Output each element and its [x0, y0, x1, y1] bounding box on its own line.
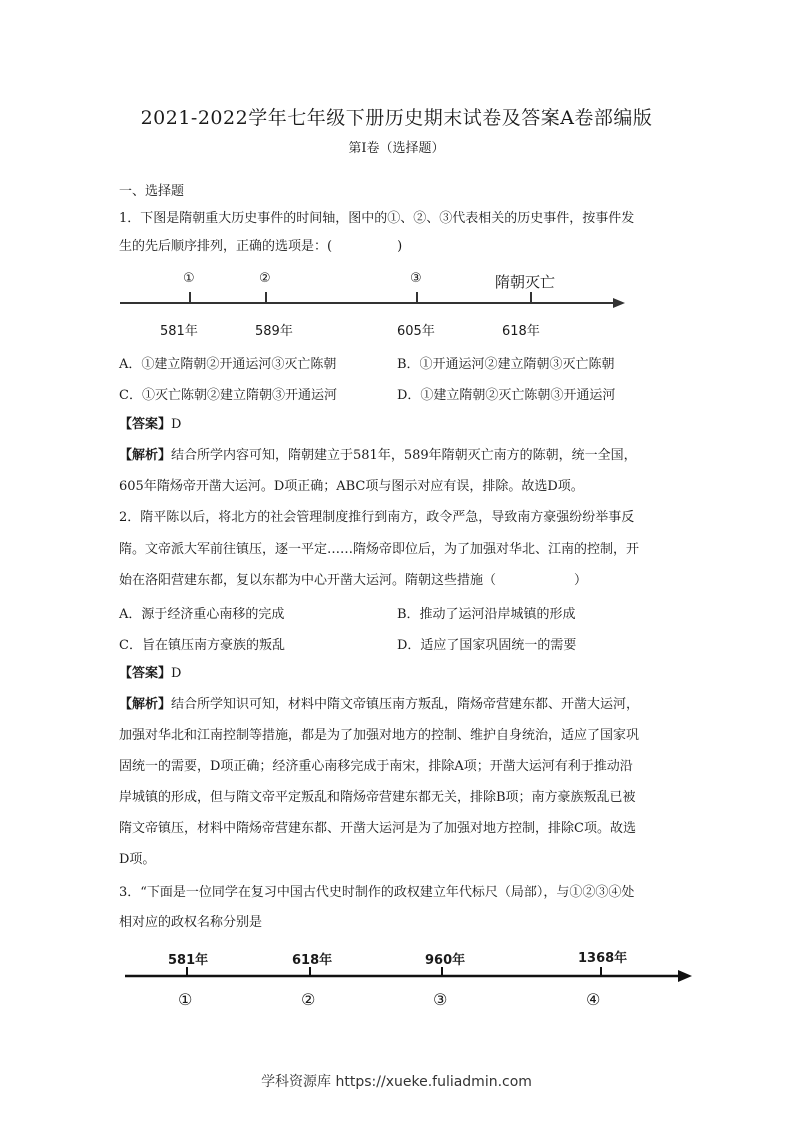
q2-analysis-line-5: 隋文帝镇压，材料中隋炀帝营建东都、开凿大运河是为了加强对地方控制，排除C项。故选	[119, 821, 636, 836]
q2-option-a: A．源于经济重心南移的完成	[119, 607, 285, 622]
q3-marker-1: ①	[178, 990, 193, 1009]
q1-option-b: B．①开通运河②建立隋朝③灭亡陈朝	[397, 357, 615, 372]
q1-analysis-tag: 【解析】	[119, 448, 172, 463]
q2-answer	[119, 665, 181, 683]
q1-answer-value: D	[171, 417, 182, 432]
q3-marker-2: ②	[301, 990, 316, 1009]
q1-year-4: 618年	[502, 324, 540, 339]
q1-marker-2: ②	[259, 271, 271, 286]
footer-watermark: 学科资源库 https://xueke.fuliadmin.com	[261, 1074, 532, 1090]
document-title: 2021-2022学年七年级下册历史期末试卷及答案A卷部编版	[140, 107, 653, 129]
q2-option-d: D．适应了国家巩固统一的需要	[397, 638, 577, 653]
q3-timeline-arrowhead	[678, 970, 692, 982]
q2-analysis-text-1: 结合所学知识可知，材料中隋文帝镇压南方叛乱，隋炀帝营建东都、开凿大运河，	[171, 697, 640, 712]
q3-marker-4: ④	[586, 990, 601, 1009]
q1-answer-tag: 【答案】	[119, 417, 172, 432]
q1-answer	[119, 416, 181, 434]
q3-year-2: 618年	[292, 953, 333, 968]
section-heading: 一、选择题	[119, 184, 185, 199]
q2-option-b: B．推动了运河沿岸城镇的形成	[397, 607, 576, 622]
q3-marker-3: ③	[433, 990, 448, 1009]
q2-stem-line-2: 隋。文帝派大军前往镇压，逐一平定……隋炀帝即位后，为了加强对华北、江南的控制，开	[119, 542, 640, 557]
document-subtitle: 第Ⅰ卷（选择题）	[348, 141, 445, 156]
q2-answer-tag: 【答案】	[119, 666, 172, 681]
q1-year-1: 581年	[160, 324, 198, 339]
q2-analysis-line-4: 岸城镇的形成，但与隋文帝平定叛乱和隋炀帝营建东都无关，排除B项；南方豪族叛乱已被	[119, 790, 636, 805]
q1-analysis-text-1: 结合所学内容可知，隋朝建立于581年，589年隋朝灭亡南方的陈朝，统一全国，	[171, 448, 637, 463]
q1-option-a: A．①建立隋朝②开通运河③灭亡陈朝	[119, 357, 337, 372]
q1-timeline	[115, 268, 635, 340]
q1-year-2: 589年	[255, 324, 293, 339]
q3-year-1: 581年	[168, 953, 209, 968]
q1-analysis-line-1	[119, 447, 637, 465]
q2-stem-line-1: 2．隋平陈以后，将北方的社会管理制度推行到南方，政令严急，导致南方豪强纷纷举事反	[119, 510, 635, 525]
q3-year-3: 960年	[425, 953, 466, 968]
q2-analysis-line-2: 加强对华北和江南控制等措施，都是为了加强对地方的控制、维护自身统治，适应了国家巩	[119, 728, 640, 743]
q1-stem-line-2: 生的先后顺序排列，正确的选项是：( )	[119, 239, 403, 254]
q2-stem-line-3: 始在洛阳营建东都，复以东都为中心开凿大运河。隋朝这些措施（ ）	[119, 573, 588, 588]
q3-stem-line-2: 相对应的政权名称分别是	[119, 915, 263, 930]
q2-analysis-line-6: D项。	[119, 852, 156, 867]
q1-option-c: C．①灭亡陈朝②建立隋朝③开通运河	[119, 388, 337, 403]
q2-option-c: C．旨在镇压南方豪族的叛乱	[119, 638, 285, 653]
q3-year-4: 1368年	[578, 951, 628, 966]
q2-analysis-tag: 【解析】	[119, 697, 172, 712]
q1-analysis-line-2: 605年隋炀帝开凿大运河。D项正确；ABC项与图示对应有误，排除。故选D项。	[119, 479, 584, 494]
q1-year-3: 605年	[397, 324, 435, 339]
q1-option-d: D．①建立隋朝②灭亡陈朝③开通运河	[397, 388, 616, 403]
q1-marker-4: 隋朝灭亡	[495, 273, 556, 291]
q1-marker-3: ③	[410, 271, 422, 286]
q1-marker-1: ①	[183, 271, 195, 286]
q2-analysis-line-3: 固统一的需要，D项正确；经济重心南移完成于南宋，排除A项；开凿大运河有利于推动沿	[119, 759, 633, 774]
q1-stem-line-1: 1．下图是隋朝重大历史事件的时间轴，图中的①、②、③代表相关的历史事件，按事件发	[119, 211, 635, 226]
q1-timeline-arrowhead	[613, 298, 625, 308]
q3-timeline	[120, 942, 695, 1022]
q3-stem-line-1: 3．“下面是一位同学在复习中国古代史时制作的政权建立年代标尺（局部），与①②③④处	[119, 885, 635, 900]
q2-analysis-line-1	[119, 696, 639, 714]
q2-answer-value: D	[171, 666, 182, 681]
